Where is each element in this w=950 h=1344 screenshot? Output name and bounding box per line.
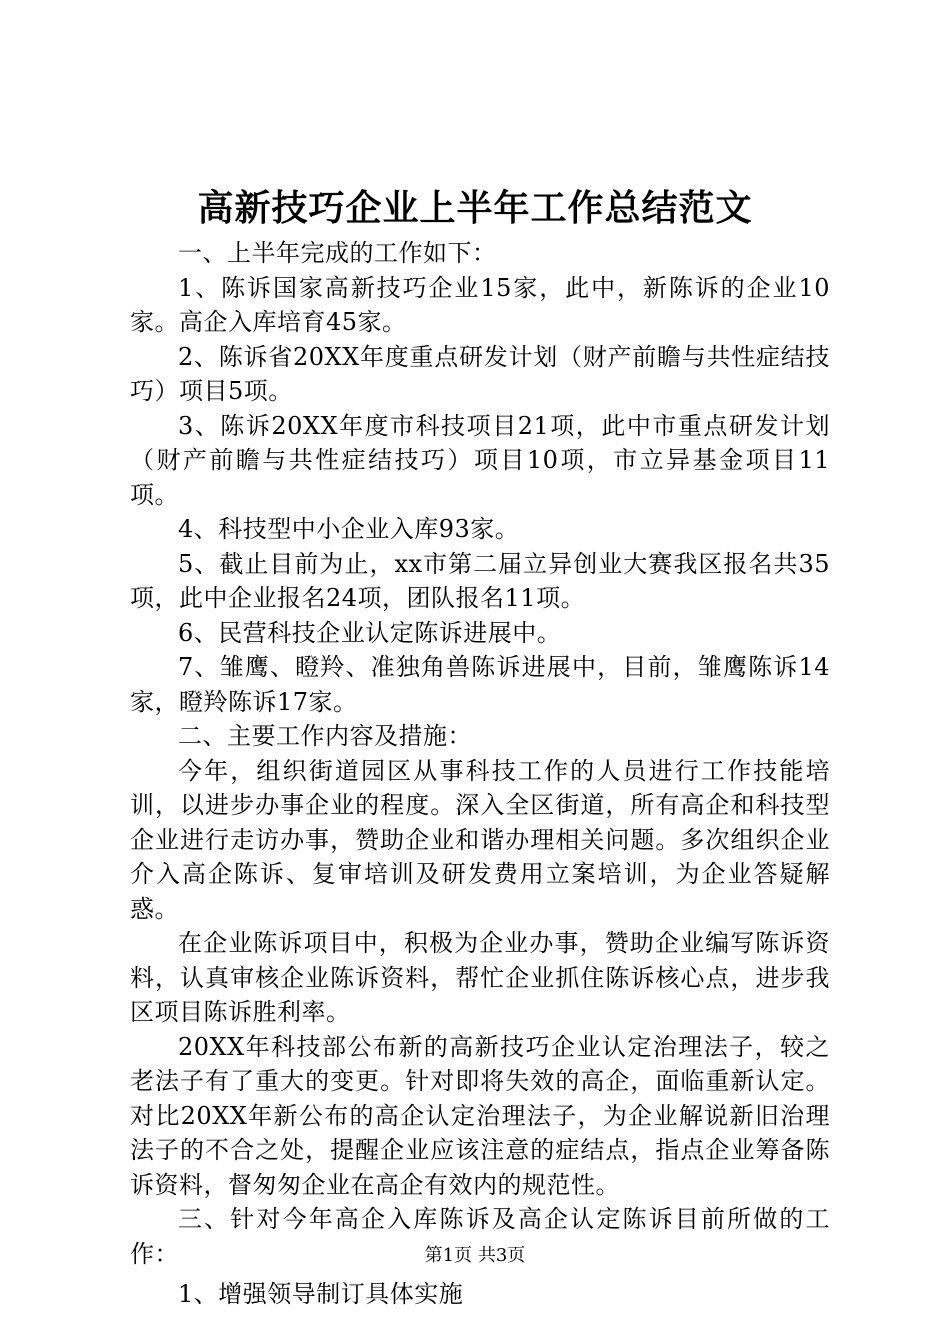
section-heading: 二、主要工作内容及措施： — [178, 722, 472, 750]
paragraph: 4、科技型中小企业入库93家。 — [178, 515, 520, 543]
paragraph: 6、民营科技企业认定陈诉进展中。 — [178, 618, 562, 647]
document-body — [130, 236, 830, 1312]
document-title: 高新技巧企业上半年工作总结范文 — [197, 187, 753, 229]
paragraph: 1、陈诉国家高新技巧企业15家，此中，新陈诉的企业10家。高企入库培育45家。 — [130, 273, 830, 336]
paragraph: 一、上半年完成的工作如下： — [178, 239, 497, 267]
paragraph: 1、增强领导制订具体实施 — [178, 1280, 464, 1308]
paragraph: 7、雏鹰、瞪羚、准独角兽陈诉进展中，目前，雏鹰陈诉14家，瞪羚陈诉17家。 — [130, 653, 830, 716]
paragraph: 2、陈诉省20XX年度重点研发计划（财产前瞻与共性症结技巧）项目5项。 — [130, 342, 830, 405]
page-footer: 第1页 共3页 — [424, 1245, 526, 1266]
section-heading: 三、针对今年高企入库陈诉及高企认定陈诉目前所做的工作： — [130, 1205, 830, 1268]
paragraph: 20XX年科技部公布新的高新技巧企业认定治理法子，较之老法子有了重大的变更。针对即将失效的高企，面临重新认定。对比20XX年新公布的高企认定治理法子，为企业解说新旧治理法子的不合之处，提醒企业应该注意的症结点，指点企业筹备陈诉资料，督匆匆企业在高企有效内的规范性。 — [130, 1032, 830, 1199]
paragraph: 今年，组织街道园区从事科技工作的人员进行工作技能培训，以进步办事企业的程度。深入全区街道，所有高企和科技型企业进行走访办事，赞助企业和谐办理相关问题。多次组织企业介入高企陈诉、复审培训及研发费用立案培训，为企业答疑解惑。 — [130, 756, 830, 923]
paragraph: 5、截止目前为止，xx市第二届立异创业大赛我区报名共35项，此中企业报名24项，团队报名11项。 — [130, 549, 830, 612]
paragraph: 在企业陈诉项目中，积极为企业办事，赞助企业编写陈诉资料，认真审核企业陈诉资料，帮忙企业抓住陈诉核心点，进步我区项目陈诉胜利率。 — [130, 929, 830, 1026]
paragraph: 3、陈诉20XX年度市科技项目21项，此中市重点研发计划（财产前瞻与共性症结技巧）项目10项，市立异基金项目11项。 — [130, 411, 830, 509]
